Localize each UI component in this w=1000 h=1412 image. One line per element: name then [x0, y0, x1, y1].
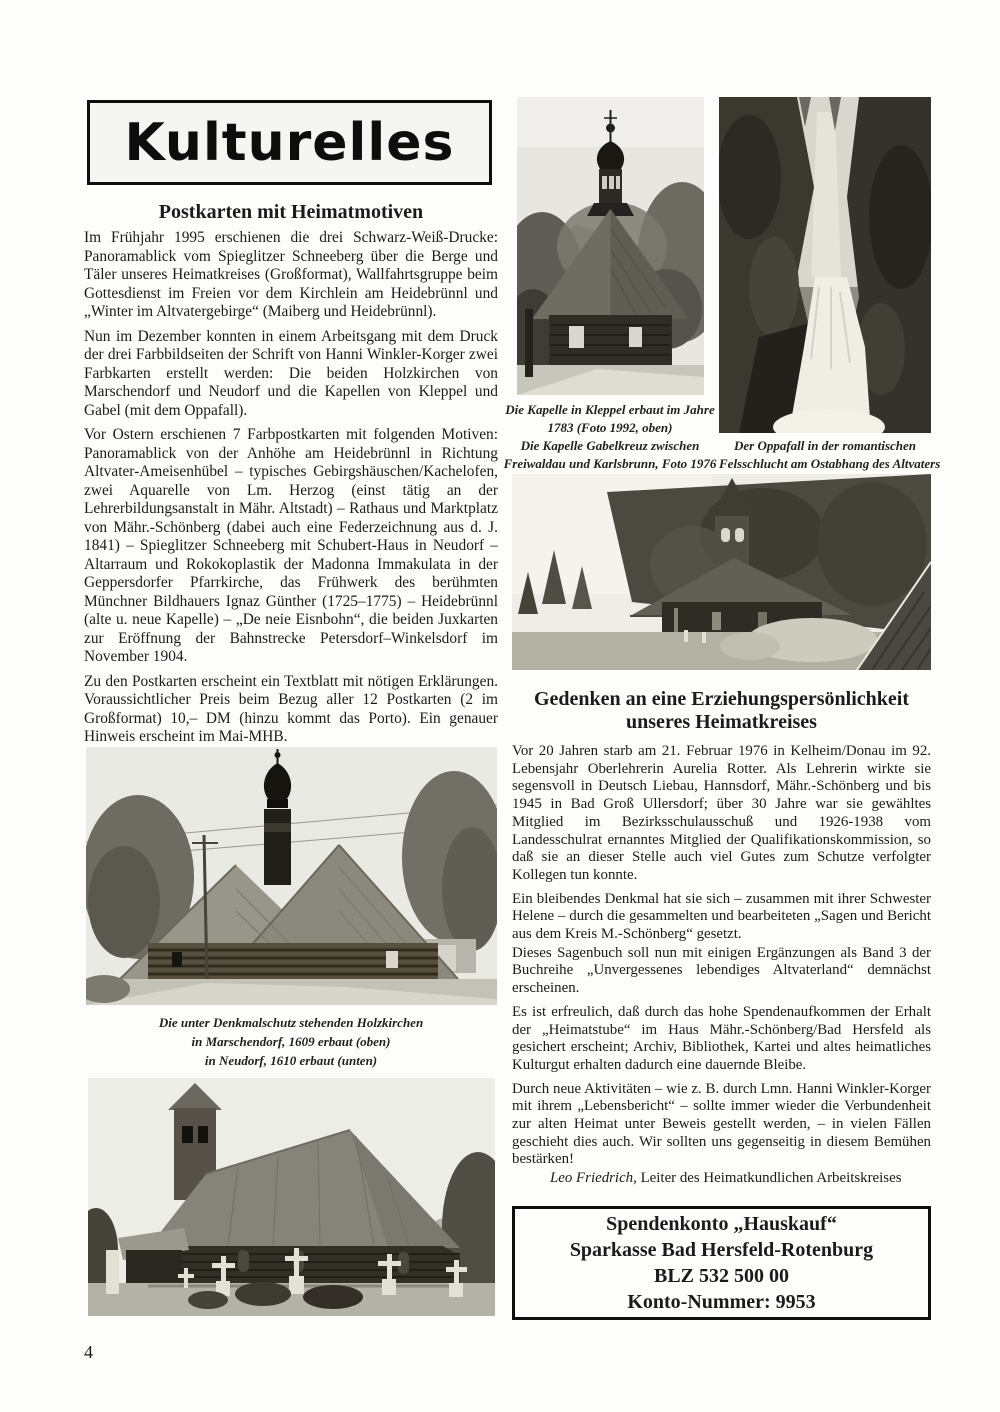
signature-role: , Leiter des Heimatkundlichen Arbeitskreises [633, 1170, 902, 1187]
gabelkreuz-illustration [512, 474, 931, 670]
title-line: unseres Heimatkreises [626, 711, 817, 733]
neudorf-illustration [88, 1078, 495, 1316]
signature-name: Leo Friedrich [550, 1170, 634, 1187]
caption-oppafall [719, 437, 941, 473]
page-number: 4 [84, 1342, 93, 1362]
paragraph: Durch neue Aktivitäten – wie z. B. durch Lmn. Hanni Winkler-Korger mit ihrem „Lebensbericht“ – sollte immer wieder die Verbundenheit zur alten Heimat unter Beweis gestellt werden, – in vielen Fällen geschieht dies auch. Wir sollten uns gegenseitig in diesem Bemühen bestärken! [512, 1080, 931, 1168]
caption-gabelkreuz [499, 437, 721, 473]
gedenken-article-title [512, 688, 931, 734]
postkarten-article-title: Postkarten mit Heimatmotiven [158, 201, 424, 223]
kleppel-chapel-illustration [517, 97, 704, 395]
paragraph: Vor 20 Jahren starb am 21. Februar 1976 in Kelheim/Donau im 92. Lebensjahr Oberlehrerin Aurelia Rotter. Als Lehrerin wirkte sie segensvoll in Deutsch Liebau, Hannsdorf, Mähr.-Schönberg und bis 1945 in Bad Groß Ullersdorf; über 30 Jahre war sie gewähltes Mitglied im Bezirksschulausschuß und 1926-1938 vom Landesschulrat ernanntes Mitglied der Qualifikationskommission, so daß sie an dieser Stelle auch viel Gutes zum Schutze verfolgter Kollegen tun konnte. [512, 743, 931, 883]
donation-blz: BLZ 532 500 00 [653, 1265, 790, 1287]
photo-marschendorf-church [86, 747, 497, 1005]
paragraph: Zu den Postkarten erscheint ein Textblatt mit nötigen Erklärungen. Voraussichtlicher Preis beim Bezug aller 12 Postkarten (2 im Großformat) 10,– DM (hinzu kommt das Porto). Ein genauer Hinweis erscheint im Mai-MHB. [84, 672, 498, 745]
masthead-title: Kulturelles [124, 112, 455, 173]
caption-line: Die Kapelle Gabelkreuz zwischen [520, 438, 700, 453]
caption-line: in Neudorf, 1610 erbaut (unten) [204, 1053, 378, 1068]
paragraph: Ein bleibendes Denkmal hat sie sich – zusammen mit ihrer Schwester Helene – durch die gesammelten und bearbeiteten „Sagen und Bericht aus dem Kreis M.-Schönberg“ gesetzt. [512, 890, 931, 943]
photo-kleppel-chapel [517, 97, 704, 395]
caption-line: Felsschlucht am Ostabhang des Altvaters [719, 456, 941, 471]
gedenken-article-body [512, 743, 931, 1194]
photo-neudorf-church [88, 1078, 495, 1316]
donation-bank: Sparkasse Bad Hersfeld-Rotenburg [569, 1239, 874, 1261]
marschendorf-illustration [86, 747, 497, 1005]
donation-account-name: Spendenkonto „Hauskauf“ [606, 1213, 837, 1235]
signature-line [512, 1170, 931, 1188]
caption-kleppel [499, 401, 721, 437]
caption-line: Die Kapelle in Kleppel erbaut im Jahre [505, 402, 715, 417]
postkarten-article-body [84, 229, 498, 753]
caption-line: in Marschendorf, 1609 erbaut (oben) [191, 1034, 391, 1049]
kulturelles-masthead [87, 100, 492, 185]
photo-oppafall-waterfall [719, 97, 931, 433]
caption-line: Der Oppafall in der romantischen [733, 438, 916, 453]
oppafall-illustration [719, 97, 931, 433]
title-line: Gedenken an eine Erziehungspersönlichkeit [533, 688, 910, 710]
paragraph: Es ist erfreulich, daß durch das hohe Spendenaufkommen der Erhalt der „Heimatstube“ im Haus Mähr.-Schönberg/Bad Hersfeld als gesichert erscheint; Archiv, Bibliothek, Kartei und altes heimatliches Kulturgut erhalten dadurch eine dauernde Bleibe. [512, 1003, 931, 1073]
paragraph: Dieses Sagenbuch soll nun mit einigen Ergänzungen als Band 3 der Buchreihe „Unvergessenes lebendiges Altvaterland“ demnächst erscheinen. [512, 944, 931, 997]
caption-line: Freiwaldau und Karlsbrunn, Foto 1976 [503, 456, 717, 471]
paragraph: Im Frühjahr 1995 erschienen die drei Schwarz-Weiß-Drucke: Panoramablick vom Spieglitzer Schneeberg über die Berge und Täler unseres Heimatkreises (Großformat), Wallfahrtsgruppe beim Gottesdienst im Freien vor dem Kirchlein am Heidebrünnl und „Winter im Altvatergebirge“ (Maiberg und Heidebrünnl). [84, 229, 498, 320]
caption-line: 1783 (Foto 1992, oben) [547, 420, 673, 435]
caption-holzkirchen [84, 1013, 498, 1070]
paragraph: Nun im Dezember konnten in einem Arbeitsgang mit dem Druck der drei Farbbildseiten der Schrift von Hanni Winkler-Korger zwei Farbkarten erstellt werden: Die beiden Holzkirchen von Marschendorf und Neudorf und die Kapellen von Kleppel und Gabel (mit dem Oppafall). [84, 327, 498, 419]
donation-box [512, 1206, 931, 1320]
caption-line: Die unter Denkmalschutz stehenden Holzkirchen [158, 1015, 424, 1030]
paragraph: Vor Ostern erschienen 7 Farbpostkarten mit folgenden Motiven: Panoramablick von der Anhöhe am Heidebrünnl in Richtung Altvater-Ameisenhübel – typisches Gebirgshäuschen/Kachelofen, zwei Aquarelle von Lm. Herzog (einst tätig an der Lehrerbildungsanstalt in Mähr. Altstadt) – Rathaus und Marktplatz von Mähr.-Schönberg (dabei auch eine Federzeichnung aus d. J. 1841) – Spieglitzer Schneeberg mit Schubert-Haus in Neudorf – Altarraum und Rokokoplastik der Madonna Immakulata in der Geppersdorfer Pfarrkirche, das Frühwerk des berühmten Münchner Bildhauers Ignaz Günther (1725–1775) – Heidebrünnl (alte u. neue Kapelle) – „De neie Eisnbohn“, die beiden Juxkarten zur Eröffnung der Bahnstrecke Petersdorf–Winkelsdorf im November 1904. [84, 426, 498, 665]
donation-account-number: Konto-Nummer: 9953 [627, 1291, 816, 1313]
photo-gabelkreuz-chapel [512, 474, 931, 670]
